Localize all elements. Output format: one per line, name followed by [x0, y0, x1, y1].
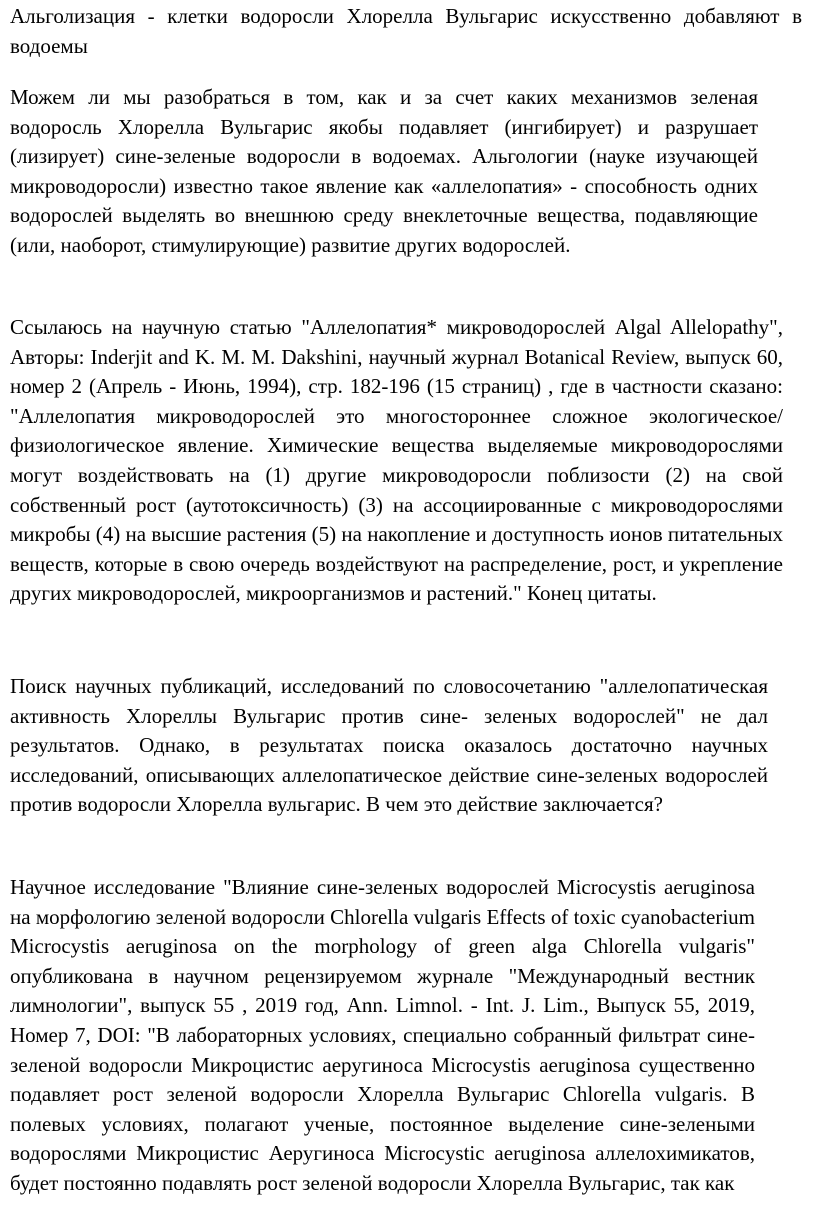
- citation-paragraph: Ссылаюсь на научную статью "Аллелопатия* микроводорослей Algal Allelopathy", Авторы: Inderjit and K. M. M. Dakshini, научный журнал Botanical Review, выпуск 60, номер 2 (Апрель - Июнь, 1994), стр. 182-196 (15 страниц) , где в частности сказано: "Аллелопатия микроводорослей это многостороннее сложное экологическое/физиологическое явление. Химические вещества выделяемые микроводорослями могут воздействовать на (1) другие микроводоросли поблизости (2) на свой собственный рост (аутотоксичность) (3) на ассоциированные с микроводорослями микробы (4) на высшие растения (5) на накопление и доступность ионов питательных веществ, которые в свою очередь воздействуют на распределение, рост, и укрепление других микроводорослей, микроорганизмов и растений." Конец цитаты.: [10, 315, 783, 606]
- search-results-paragraph: Поиск научных публикаций, исследований по словосочетанию "аллелопатическая активность Хлореллы Вульгарис против сине- зеленых водорослей" не дал результатов. Однако, в результатах поиска оказалось достаточно научных исследований, описывающих аллелопатическое действие сине-зеленых водорослей против водоросли Хлорелла вульгарис. В чем это действие заключается?: [10, 674, 768, 817]
- heading-paragraph: Альголизация - клетки водоросли Хлорелла Вульгарис искусственно добавляют в водоемы: [10, 4, 802, 58]
- allelopathy-intro-paragraph: Можем ли мы разобраться в том, как и за счет каких механизмов зеленая водоросль Хлорелла Вульгарис якобы подавляет (ингибирует) и разрушает (лизирует) сине-зеленые водоросли в водоемах. Альгологии (науке изучающей микроводоросли) известно такое явление как «аллелопатия» - способность одних водорослей выделять во внешнюю среду внеклеточные вещества, подавляющие (или, наоборот, стимулирующие) развитие других водорослей.: [10, 85, 758, 257]
- study-paragraph: Научное исследование "Влияние сине-зеленых водорослей Microcystis aeruginosa на морфологию зеленой водоросли Chlorella vulgaris Effects of toxic cyanobacterium Microcystis aeruginosa on the morphology of green alga Chlorella vulgaris" опубликована в научном рецензируемом журнале "Международный вестник лимнологии", выпуск 55 , 2019 год, Ann. Limnol. - Int. J. Lim., Выпуск 55, 2019, Номер 7, DOI: "В лабораторных условиях, специально собранный фильтрат сине-зеленой водоросли Микроцистис аеругиноса Microcystis aeruginosa существенно подавляет рост зеленой водоросли Хлорелла Вульгарис Chlorella vulgaris. В полевых условиях, полагают ученые, постоянное выделение сине-зелеными водорослями Микроцистис Аеругиноса Microcystic aeruginosa аллелохимикатов, будет постоянно подавлять рост зеленой водоросли Хлорелла Вульгарис, так как: [10, 875, 755, 1195]
